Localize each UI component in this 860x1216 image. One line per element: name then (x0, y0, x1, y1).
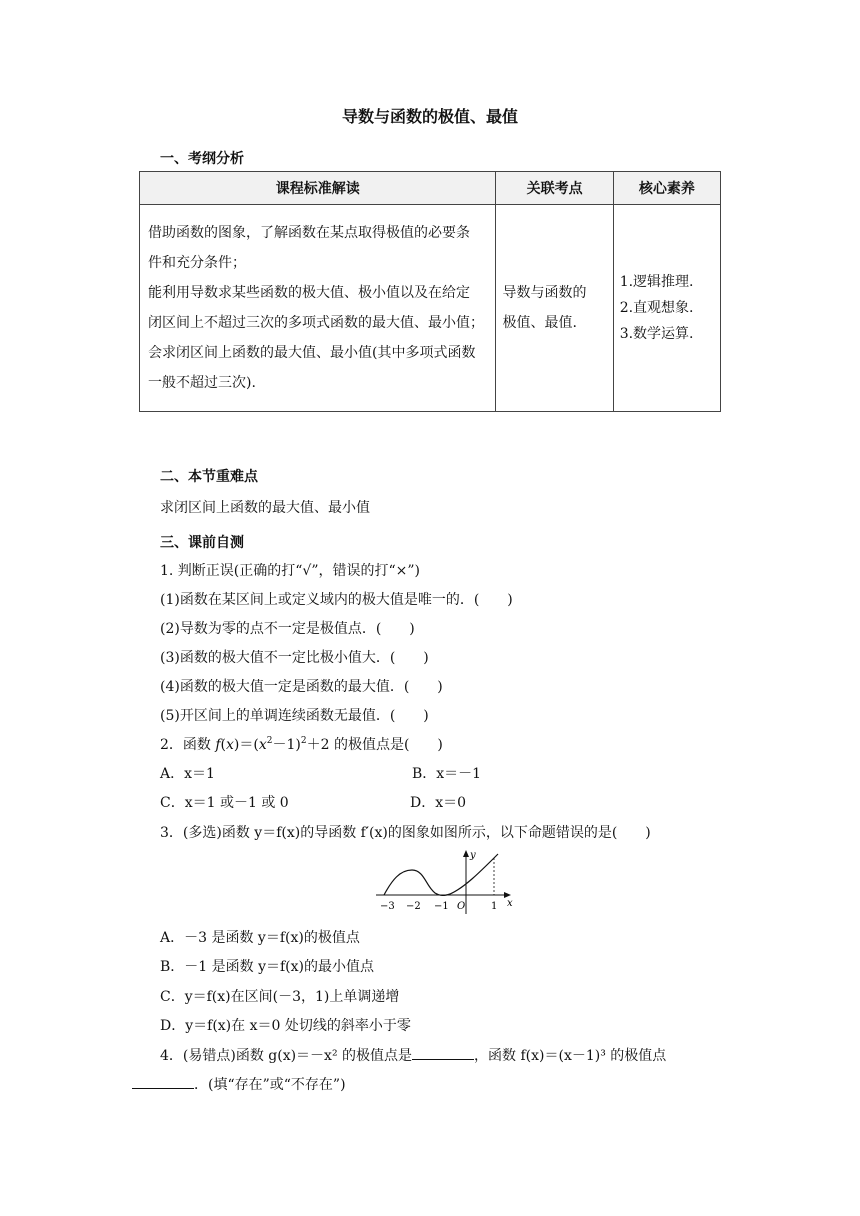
points-cell (496, 205, 613, 412)
y-axis-label: y (470, 850, 476, 861)
answer-blank-1[interactable] (412, 1047, 474, 1060)
q3-option-c: C．y＝f(x)在区间(－3，1)上单调递增 (160, 989, 400, 1005)
page-title: 导数与函数的极值、最值 (341, 107, 518, 126)
header-literacy: 核心素养 (613, 172, 720, 205)
q4-line-1: 4．(易错点)函数 g(x)＝－x² 的极值点是 ，函数 f(x)＝(x－1)³ 的极值点 (160, 1048, 667, 1064)
header-standard: 课程标准解读 (140, 172, 496, 205)
section-2-heading: 二、本节重难点 (160, 469, 258, 485)
tick-label-1: 1 (491, 901, 498, 912)
y-axis-arrow-icon (463, 850, 469, 857)
header-points: 关联考点 (496, 172, 613, 205)
standard-line: 闭区间上不超过三次的多项式函数的最大值、最小值； (148, 315, 484, 331)
q1-item-5: (5)开区间上的单调连续函数无最值．( ) (160, 708, 429, 724)
q3-option-d: D．y＝f(x)在 x＝0 处切线的斜率小于零 (160, 1018, 411, 1034)
literacy-item: 1.逻辑推理. (619, 274, 694, 290)
section-3-heading: 三、课前自测 (160, 535, 244, 551)
q2-option-b: B．x＝－1 (412, 766, 482, 782)
standard-line: 件和充分条件； (148, 255, 246, 271)
section-1-heading: 一、考纲分析 (160, 151, 244, 167)
points-line: 导数与函数的 (502, 285, 587, 301)
x-axis-label: x (507, 898, 513, 909)
section-2-text: 求闭区间上函数的最大值、最小值 (160, 500, 370, 516)
q3-option-a: A．－3 是函数 y＝f(x)的极值点 (160, 930, 360, 946)
q1-item-2: (2)导数为零的点不一定是极值点．( ) (160, 621, 415, 637)
points-line: 极值、最值. (502, 315, 577, 331)
tick-label-neg1: −1 (434, 901, 449, 912)
standard-line: 借助函数的图象，了解函数在某点取得极值的必要条 (148, 225, 470, 241)
q2-option-d: D．x＝0 (410, 795, 467, 811)
standard-line: 会求闭区间上函数的最大值、最小值(其中多项式函数 (148, 345, 476, 361)
origin-label: O (457, 901, 466, 912)
q2-stem: 2．函数 $f(x)=(x^2-1)^2+2$ 的极值点是( ) (160, 736, 443, 753)
tick-label-neg2: −2 (406, 901, 421, 912)
standard-line: 一般不超过三次). (148, 375, 256, 391)
q1-item-4: (4)函数的极大值一定是函数的最大值．( ) (160, 679, 443, 695)
tick-label-neg3: −3 (380, 901, 395, 912)
q1-item-1: (1)函数在某区间上或定义域内的极大值是唯一的．( ) (160, 592, 513, 608)
answer-blank-2[interactable] (132, 1076, 194, 1089)
derivative-graph (370, 848, 520, 916)
standard-cell (140, 205, 496, 412)
syllabus-table (139, 171, 721, 412)
literacy-cell (613, 205, 720, 412)
derivative-curve (384, 854, 498, 895)
q2-option-a: A．x＝1 (160, 766, 215, 782)
q2-option-c: C．x＝1 或－1 或 0 (160, 795, 289, 811)
q4-line-2: ．(填“存在”或“不存在”) (132, 1074, 346, 1094)
standard-line: 能利用导数求某些函数的极大值、极小值以及在给定 (148, 285, 470, 301)
literacy-item: 2.直观想象. (619, 300, 694, 316)
literacy-item: 3.数学运算. (619, 326, 694, 342)
q3-stem: 3．(多选)函数 y＝f(x)的导函数 f′(x)的图象如图所示，以下命题错误的是( ) (160, 825, 651, 841)
q1-stem: 1. 判断正误(正确的打“√”，错误的打“×”) (160, 563, 421, 579)
q3-option-b: B．－1 是函数 y＝f(x)的最小值点 (160, 959, 375, 975)
q1-item-3: (3)函数的极大值不一定比极小值大．( ) (160, 650, 429, 666)
